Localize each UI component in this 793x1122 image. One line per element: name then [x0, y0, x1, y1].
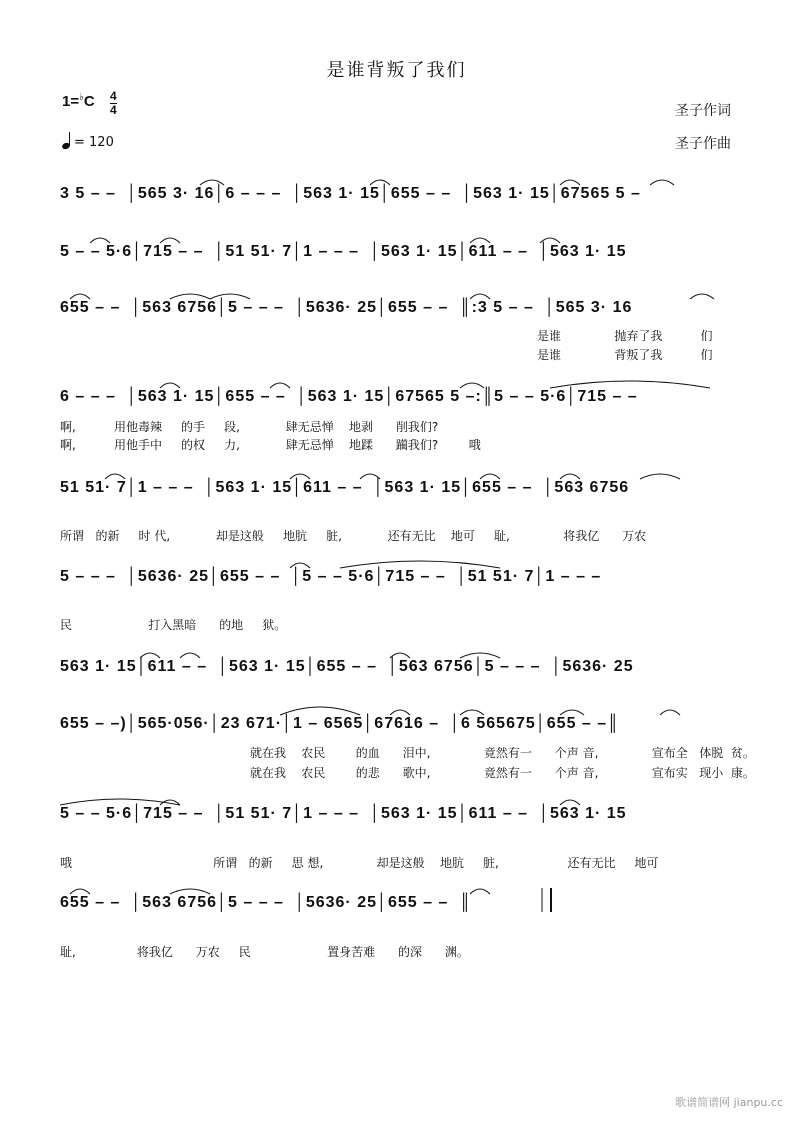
music-system-2: 5 – – 5·6│715 – – │51 51· 7│1 – – – │563 1· 15│611 – – │563 1· 15	[60, 243, 627, 260]
tempo-value: = 120	[74, 135, 114, 150]
flat-icon: ♭	[79, 92, 84, 103]
music-system-6: 5 – – – │5636· 25│655 – – │5 – – 5·6│715 – – │51 51· 7│1 – – –	[60, 568, 602, 585]
music-system-5: 51 51· 7│1 – – – │563 1· 15│611 – – │563 1· 15│655 – – │563 6756	[60, 479, 630, 496]
tempo-marking	[62, 133, 114, 150]
lyric-line: 就在我 农民 的悲 歌中, 竟然有一 个声 音, 宣布实 现小 康。	[250, 766, 755, 780]
music-system-4: 6 – – – │563 1· 15│655 – – │563 1· 15│67565 5 –:║5 – – 5·6│715 – –	[60, 388, 638, 405]
music-system-3: 655 – – │563 6756│5 – – – │5636· 25│655 – – ║:3 5 – – │565 3· 16	[60, 299, 633, 316]
music-system-8: 655 – –)│565·056·│23 671·│1 – 6565│67616 – │6 565675│655 – –║	[60, 715, 620, 732]
key-signature	[62, 92, 95, 110]
lyric-line: 耻, 将我亿 万农 民 置身苦难 的深 渊。	[60, 945, 469, 959]
key-prefix: 1=	[62, 93, 80, 110]
page-title: 是谁背叛了我们	[326, 60, 467, 81]
lyric-line: 就在我 农民 的血 泪中, 竟然有一 个声 音, 宣布全 体脱 贫。	[250, 746, 755, 760]
time-signature-bottom: 4	[110, 103, 117, 117]
lyric-line: 哦 所谓 的新 思 想, 却是这般 地肮 脏, 还有无比 地可	[60, 856, 659, 870]
time-signature	[110, 90, 117, 117]
lyricist-credit: 圣子作词	[675, 103, 731, 119]
lyric-line: 啊, 用他毒辣 的手 段, 肆无忌惮 地剥 削我们?	[60, 420, 439, 434]
lyric-line: 啊, 用他手中 的权 力, 肆无忌惮 地蹂 躏我们? 哦	[60, 438, 481, 452]
watermark: 歌谱简谱网 jianpu.cc	[675, 1096, 783, 1109]
key-letter: C	[83, 93, 95, 110]
music-system-9: 5 – – 5·6│715 – – │51 51· 7│1 – – – │563 1· 15│611 – – │563 1· 15	[60, 805, 627, 822]
quarter-note-icon	[62, 133, 74, 149]
lyric-line: 民 打入黑暗 的地 狱。	[60, 618, 287, 632]
music-system-7: 563 1· 15│611 – – │563 1· 15│655 – – │563 6756│5 – – – │5636· 25	[60, 658, 634, 675]
final-barline	[542, 888, 551, 912]
lyric-line: 所谓 的新 时 代, 却是这般 地肮 脏, 还有无比 地可 耻, 将我亿 万农	[60, 529, 647, 543]
lyric-line: 是谁 抛弃了我 们	[537, 329, 713, 343]
composer-credit: 圣子作曲	[675, 136, 731, 152]
music-system-1: 3 5 – – │565 3· 16│6 – – – │563 1· 15│655 – – │563 1· 15│67565 5 –	[60, 185, 641, 202]
time-signature-top: 4	[110, 89, 117, 103]
lyric-line: 是谁 背叛了我 们	[537, 348, 713, 362]
music-system-10: 655 – – │563 6756│5 – – – │5636· 25│655 – – ║	[60, 894, 472, 911]
